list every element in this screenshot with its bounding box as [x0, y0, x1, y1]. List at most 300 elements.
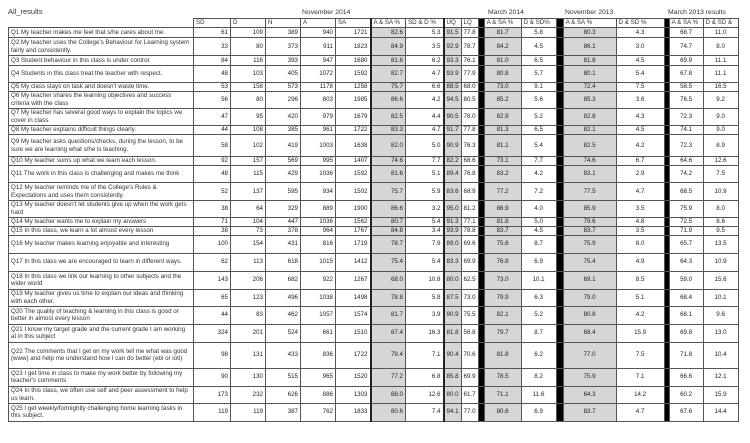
- mar2014-d-sd: 6.9: [521, 403, 556, 421]
- nov2013-d-sd: 4.5: [616, 56, 664, 66]
- mar2014-d-sd: 4.2: [521, 166, 556, 183]
- mar2013-a-sa: 72.5: [669, 218, 703, 227]
- mar2013-a-sa: 64.3: [669, 253, 703, 271]
- sd-d-pct: 7.4: [406, 403, 444, 421]
- sd-d-pct: 6.2: [406, 56, 444, 66]
- question-text: Q16 My teacher makes learning enjoyable and interesting: [9, 235, 194, 253]
- lq-value: 76.1: [461, 56, 478, 66]
- mar2013-a-sa: 67.6: [669, 403, 703, 421]
- uq-value: 91.5: [444, 28, 462, 38]
- uq-value: 81.8: [444, 324, 462, 342]
- sd-count: 84: [194, 56, 231, 66]
- lq-value: 77.0: [461, 403, 478, 421]
- mar2013-a-sa: 58.5: [669, 83, 703, 92]
- a-count: 816: [301, 235, 336, 253]
- mar2013-d-sd: 12.1: [703, 368, 738, 386]
- sa-count: 1823: [336, 38, 371, 56]
- sa-count: 1722: [336, 126, 371, 135]
- separator-bar: [556, 289, 563, 306]
- d-count: 116: [231, 56, 266, 66]
- mar2014-d-sd: 4.5: [521, 38, 556, 56]
- sd-d-pct: 6.6: [406, 83, 444, 92]
- d-count: 73: [231, 227, 266, 236]
- mar2014-d-sd: 6.5: [521, 56, 556, 66]
- n-count: 433: [266, 342, 301, 368]
- sa-count: 1719: [336, 235, 371, 253]
- lq-value: 69.9: [461, 253, 478, 271]
- a-sa-pct: 74.6: [371, 157, 406, 166]
- nov2013-d-sd: 7.1: [616, 368, 664, 386]
- table-row: [9, 183, 739, 201]
- col-header-sd: SD: [194, 19, 231, 28]
- lq-value: 73.0: [461, 289, 478, 306]
- a-sa-pct: 81.7: [371, 306, 406, 324]
- sd-d-pct: 5.9: [406, 183, 444, 201]
- table-row: [9, 386, 739, 403]
- table-row: [9, 289, 739, 306]
- nov2013-a-sa: 82.8: [563, 109, 616, 126]
- mar2014-a-sa: 76.8: [484, 253, 521, 271]
- nov2013-a-sa: 79.0: [563, 289, 616, 306]
- sd-count: 53: [194, 83, 231, 92]
- nov2013-a-sa: 86.1: [563, 38, 616, 56]
- question-text: Q11 The work in this class is challenging and makes me think: [9, 166, 194, 183]
- separator-bar: [556, 201, 563, 218]
- a-count: 1003: [301, 135, 336, 157]
- mar2013-a-sa: 71.9: [669, 227, 703, 236]
- question-text: Q12 My teacher reminds me of the College's Rules & Expectations and uses them consistently.: [9, 183, 194, 201]
- header-row: [9, 19, 739, 28]
- n-count: 405: [266, 66, 301, 83]
- sd-count: 90: [194, 368, 231, 386]
- d-count: 80: [231, 92, 266, 109]
- mar2013-a-sa: 64.6: [669, 157, 703, 166]
- d-count: 108: [231, 126, 266, 135]
- sd-d-pct: 10.8: [406, 271, 444, 289]
- sa-count: 1498: [336, 289, 371, 306]
- a-count: 1015: [301, 253, 336, 271]
- uq-value: 92.9: [444, 38, 462, 56]
- nov2013-d-sd: 8.5: [616, 271, 664, 289]
- sd-count: 143: [194, 271, 231, 289]
- a-count: 803: [301, 92, 336, 109]
- table-row: [9, 253, 739, 271]
- sd-count: 48: [194, 66, 231, 83]
- mar2013-a-sa: 67.8: [669, 66, 703, 83]
- nov2013-a-sa: 64.3: [563, 386, 616, 403]
- mar2013-d-sd: 11.1: [703, 66, 738, 83]
- a-sa-pct: 67.4: [371, 324, 406, 342]
- sd-count: 119: [194, 403, 231, 421]
- mar2014-a-sa: 80.8: [484, 66, 521, 83]
- n-count: 626: [266, 386, 301, 403]
- mar2013-d-sd: 9.5: [703, 227, 738, 236]
- nov2013-a-sa: 69.1: [563, 271, 616, 289]
- sd-count: 44: [194, 306, 231, 324]
- mar2014-d-sd: 4.0: [521, 201, 556, 218]
- nov2013-d-sd: 4.2: [616, 306, 664, 324]
- question-text: Q13 My teacher doesn't let students give up when the work gets hard: [9, 201, 194, 218]
- uq-value: 91.7: [444, 126, 462, 135]
- a-count: 1072: [301, 66, 336, 83]
- mar2013-a-sa: 74.1: [669, 126, 703, 135]
- lq-value: 75.5: [461, 306, 478, 324]
- mar2014-a-sa: 79.9: [484, 289, 521, 306]
- sd-d-pct: 12.6: [406, 386, 444, 403]
- uq-value: 94.5: [444, 92, 462, 109]
- a-sa-pct: 82.0: [371, 135, 406, 157]
- mar2013-d-sd: 10.9: [703, 183, 738, 201]
- col-header-mar2013-a-sa: A & SA %: [669, 19, 703, 28]
- mar2013-d-sd: 10.4: [703, 342, 738, 368]
- sd-count: 44: [194, 126, 231, 135]
- nov2013-a-sa: 83.1: [563, 166, 616, 183]
- sd-count: 65: [194, 289, 231, 306]
- sa-count: 1258: [336, 83, 371, 92]
- uq-value: 90.4: [444, 342, 462, 368]
- nov2013-d-sd: 14.2: [616, 386, 664, 403]
- mar2014-d-sd: 5.2: [521, 109, 556, 126]
- table-row: [9, 126, 739, 135]
- mar2014-a-sa: 82.1: [484, 306, 521, 324]
- d-count: 103: [231, 66, 266, 83]
- n-count: 496: [266, 289, 301, 306]
- sd-d-pct: 7.1: [406, 342, 444, 368]
- n-count: 595: [266, 183, 301, 201]
- mar2014-a-sa: 81.7: [484, 28, 521, 38]
- mar2013-d-sd: 8.6: [703, 218, 738, 227]
- sd-d-pct: 3.9: [406, 306, 444, 324]
- sa-count: 1267: [336, 271, 371, 289]
- mar2014-a-sa: 82.9: [484, 109, 521, 126]
- sd-d-pct: 4.7: [406, 66, 444, 83]
- mar2014-d-sd: 6.3: [521, 289, 556, 306]
- table-row: [9, 38, 739, 56]
- mar2013-a-sa: 72.3: [669, 109, 703, 126]
- question-text: Q5 My class stays on task and doesn't waste time.: [9, 83, 194, 92]
- nov2013-a-sa: 80.8: [563, 306, 616, 324]
- a-count: 762: [301, 403, 336, 421]
- a-count: 1036: [301, 166, 336, 183]
- d-count: 115: [231, 166, 266, 183]
- mar2014-a-sa: 75.6: [484, 235, 521, 253]
- sd-count: 58: [194, 135, 231, 157]
- table-row: [9, 342, 739, 368]
- uq-value: 80.0: [444, 271, 462, 289]
- nov2013-d-sd: 3.0: [616, 38, 664, 56]
- sd-d-pct: 5.8: [406, 289, 444, 306]
- lq-value: 69.9: [461, 368, 478, 386]
- nov2013-a-sa: 75.9: [563, 368, 616, 386]
- table-row: [9, 83, 739, 92]
- mar2014-d-sd: 6.5: [521, 126, 556, 135]
- uq-value: 93.9: [444, 66, 462, 83]
- d-count: 154: [231, 235, 266, 253]
- separator-bar: [556, 19, 563, 28]
- mar2014-d-sd: 5.4: [521, 135, 556, 157]
- mar2014-a-sa: 81.8: [484, 342, 521, 368]
- nov2013-d-sd: 4.3: [616, 109, 664, 126]
- sd-d-pct: 16.3: [406, 324, 444, 342]
- nov2013-a-sa: 75.4: [563, 253, 616, 271]
- mar2013-a-sa: 75.9: [669, 201, 703, 218]
- sd-d-pct: 6.8: [406, 368, 444, 386]
- sa-count: 1562: [336, 218, 371, 227]
- mar2013-a-sa: 66.6: [669, 368, 703, 386]
- mar2014-a-sa: 78.5: [484, 368, 521, 386]
- nov2013-a-sa: 82.1: [563, 126, 616, 135]
- table-row: [9, 306, 739, 324]
- mar2014-d-sd: 5.8: [521, 28, 556, 38]
- mar2013-a-sa: 59.0: [669, 271, 703, 289]
- a-count: 911: [301, 38, 336, 56]
- question-text: Q23 I get time in class to make my work better by following my teacher's comments: [9, 368, 194, 386]
- a-count: 965: [301, 368, 336, 386]
- n-count: 389: [266, 28, 301, 38]
- col-header-mar2013-d-sd: D & SD &: [703, 19, 738, 28]
- nov2013-d-sd: 4.5: [616, 126, 664, 135]
- mar2014-d-sd: 5.0: [521, 218, 556, 227]
- sd-count: 38: [194, 201, 231, 218]
- n-count: 387: [266, 403, 301, 421]
- lq-value: 78.8: [461, 227, 478, 236]
- lq-value: 61.7: [461, 386, 478, 403]
- n-count: 419: [266, 135, 301, 157]
- a-sa-pct: 78.7: [371, 235, 406, 253]
- table-row: [9, 368, 739, 386]
- col-header-uq: UQ: [444, 19, 462, 28]
- sd-count: 92: [194, 157, 231, 166]
- question-text: Q19 My teacher gives us time to explain our ideas and thinking with each other.: [9, 289, 194, 306]
- sa-count: 1900: [336, 201, 371, 218]
- mar2014-a-sa: 80.6: [484, 403, 521, 421]
- lq-value: 56.8: [461, 324, 478, 342]
- a-sa-pct: 82.7: [371, 66, 406, 83]
- lq-value: 76.3: [461, 135, 478, 157]
- mar2013-a-sa: 72.3: [669, 135, 703, 157]
- col-header-nov2013-a-sa: A & SA %: [563, 19, 616, 28]
- a-count: 934: [301, 183, 336, 201]
- nov2013-a-sa: 85.9: [563, 201, 616, 218]
- separator-bar: [556, 166, 563, 183]
- sd-count: 71: [194, 218, 231, 227]
- n-count: 296: [266, 92, 301, 109]
- uq-value: 93.9: [444, 227, 462, 236]
- table-row: [9, 28, 739, 38]
- mar2014-d-sd: 5.7: [521, 66, 556, 83]
- d-count: 109: [231, 28, 266, 38]
- sd-count: 38: [194, 227, 231, 236]
- mar2014-d-sd: 4.5: [521, 227, 556, 236]
- mar2014-a-sa: 73.1: [484, 157, 521, 166]
- mar2013-d-sd: 14.4: [703, 403, 738, 421]
- nov2013-d-sd: 3.5: [616, 201, 664, 218]
- mar2013-d-sd: 11.1: [703, 56, 738, 66]
- a-sa-pct: 77.2: [371, 368, 406, 386]
- nov2013-a-sa: 81.8: [563, 56, 616, 66]
- a-count: 979: [301, 109, 336, 126]
- table-row: [9, 227, 739, 236]
- question-text: Q15 In this class, we learn a lot almost every lesson: [9, 227, 194, 236]
- a-count: 1038: [301, 289, 336, 306]
- sd-count: 324: [194, 324, 231, 342]
- uq-value: 95.0: [444, 201, 462, 218]
- results-table: [8, 18, 739, 422]
- mar2014-d-sd: 8.2: [521, 368, 556, 386]
- question-text: Q3 Student behaviour in this class is under control.: [9, 56, 194, 66]
- table-row: [9, 218, 739, 227]
- question-text: Q17 In this class we are encouraged to learn in different ways.: [9, 253, 194, 271]
- nov2013-d-sd: 7.5: [616, 83, 664, 92]
- a-sa-pct: 86.6: [371, 201, 406, 218]
- question-text: Q7 My teacher has several good ways to explain the topics we cover in class: [9, 109, 194, 126]
- mar2014-a-sa: 86.9: [484, 201, 521, 218]
- uq-value: 87.5: [444, 289, 462, 306]
- uq-value: 93.3: [444, 56, 462, 66]
- mar2014-d-sd: 7.2: [521, 183, 556, 201]
- group-november-2014: November 2014: [302, 9, 351, 16]
- separator-bar: [556, 368, 563, 386]
- a-sa-pct: 81.6: [371, 166, 406, 183]
- question-text: Q14 My teacher wants me to explain my answers: [9, 218, 194, 227]
- sd-count: 56: [194, 92, 231, 109]
- a-count: 940: [301, 28, 336, 38]
- col-header-sa: SA: [336, 19, 371, 28]
- mar2014-d-sd: 6.9: [521, 253, 556, 271]
- mar2014-d-sd: 8.7: [521, 324, 556, 342]
- mar2013-a-sa: 74.2: [669, 166, 703, 183]
- sd-count: 100: [194, 235, 231, 253]
- question-text: Q25 I get weekly/fortnightly challenging home learning tasks in this subject.: [9, 403, 194, 421]
- separator-bar: [556, 83, 563, 92]
- d-count: 130: [231, 368, 266, 386]
- nov2013-a-sa: 80.1: [563, 66, 616, 83]
- nov2013-d-sd: 5.4: [616, 66, 664, 83]
- mar2013-d-sd: 10.1: [703, 289, 738, 306]
- nov2013-a-sa: 75.9: [563, 235, 616, 253]
- d-count: 64: [231, 201, 266, 218]
- d-count: 157: [231, 157, 266, 166]
- lq-value: 68.9: [461, 183, 478, 201]
- sd-d-pct: 7.7: [406, 157, 444, 166]
- mar2013-d-sd: 9.2: [703, 92, 738, 109]
- a-count: 964: [301, 227, 336, 236]
- lq-value: 69.6: [461, 235, 478, 253]
- sd-count: 61: [194, 28, 231, 38]
- d-count: 123: [231, 289, 266, 306]
- sa-count: 1520: [336, 368, 371, 386]
- mar2014-a-sa: 71.1: [484, 386, 521, 403]
- uq-value: 91.3: [444, 218, 462, 227]
- a-sa-pct: 84.9: [371, 38, 406, 56]
- n-count: 682: [266, 271, 301, 289]
- uq-value: 90.5: [444, 109, 462, 126]
- mar2013-d-sd: 13.5: [703, 235, 738, 253]
- n-count: 447: [266, 218, 301, 227]
- sd-d-pct: 4.2: [406, 92, 444, 109]
- lq-value: 77.9: [461, 66, 478, 83]
- n-count: 524: [266, 324, 301, 342]
- mar2013-d-sd: 9.0: [703, 109, 738, 126]
- d-count: 83: [231, 306, 266, 324]
- mar2014-d-sd: 10.1: [521, 271, 556, 289]
- separator-bar: [556, 218, 563, 227]
- mar2014-d-sd: 11.6: [521, 386, 556, 403]
- separator-bar: [556, 157, 563, 166]
- sa-count: 1680: [336, 56, 371, 66]
- sd-count: 33: [194, 38, 231, 56]
- nov2013-d-sd: 15.9: [616, 324, 664, 342]
- a-count: 1178: [301, 83, 336, 92]
- lq-value: 81.2: [461, 201, 478, 218]
- results-body: [9, 28, 739, 422]
- lq-value: 77.8: [461, 28, 478, 38]
- table-row: [9, 92, 739, 109]
- lq-value: 78.7: [461, 38, 478, 56]
- mar2013-d-sd: 11.0: [703, 28, 738, 38]
- sa-count: 1412: [336, 253, 371, 271]
- mar2013-a-sa: 76.5: [669, 92, 703, 109]
- n-count: 420: [266, 109, 301, 126]
- sd-d-pct: 5.3: [406, 28, 444, 38]
- sa-count: 1592: [336, 66, 371, 83]
- separator-bar: [556, 109, 563, 126]
- sd-d-pct: 5.0: [406, 135, 444, 157]
- question-text: Q2 My teacher uses the College's Behaviour for Learning system fairly and consistently.: [9, 38, 194, 56]
- mar2014-d-sd: 5.6: [521, 92, 556, 109]
- sa-count: 1502: [336, 183, 371, 201]
- nov2013-a-sa: 80.3: [563, 28, 616, 38]
- separator-bar: [556, 235, 563, 253]
- mar2013-d-sd: 8.9: [703, 135, 738, 157]
- separator-bar: [556, 227, 563, 236]
- sd-d-pct: 3.2: [406, 201, 444, 218]
- separator-bar: [556, 271, 563, 289]
- a-sa-pct: 84.8: [371, 227, 406, 236]
- uq-value: 90.9: [444, 306, 462, 324]
- mar2013-a-sa: 69.8: [669, 324, 703, 342]
- a-count: 1057: [301, 306, 336, 324]
- table-row: [9, 166, 739, 183]
- separator-bar: [556, 306, 563, 324]
- sd-d-pct: 4.4: [406, 109, 444, 126]
- n-count: 393: [266, 56, 301, 66]
- sd-d-pct: 5.4: [406, 218, 444, 227]
- nov2013-d-sd: 7.5: [616, 342, 664, 368]
- mar2013-d-sd: 15.6: [703, 271, 738, 289]
- separator-bar: [556, 38, 563, 56]
- col-header-nov2013-d-sd: D & SD %: [616, 19, 664, 28]
- separator-bar: [556, 342, 563, 368]
- col-header-a-sa-pct: A & SA %: [371, 19, 406, 28]
- nov2013-a-sa: 72.4: [563, 83, 616, 92]
- uq-value: 85.8: [444, 368, 462, 386]
- mar2014-a-sa: 81.0: [484, 56, 521, 66]
- separator-bar: [556, 386, 563, 403]
- sd-count: 62: [194, 253, 231, 271]
- nov2013-a-sa: 68.4: [563, 324, 616, 342]
- mar2013-d-sd: 8.0: [703, 201, 738, 218]
- n-count: 618: [266, 253, 301, 271]
- a-count: 1036: [301, 218, 336, 227]
- a-sa-pct: 79.4: [371, 342, 406, 368]
- col-header-mar2014-d-sd: D & SD%: [521, 19, 556, 28]
- sa-count: 1592: [336, 166, 371, 183]
- a-count: 836: [301, 342, 336, 368]
- separator-bar: [556, 56, 563, 66]
- mar2013-d-sd: 9.6: [703, 306, 738, 324]
- sa-count: 1638: [336, 135, 371, 157]
